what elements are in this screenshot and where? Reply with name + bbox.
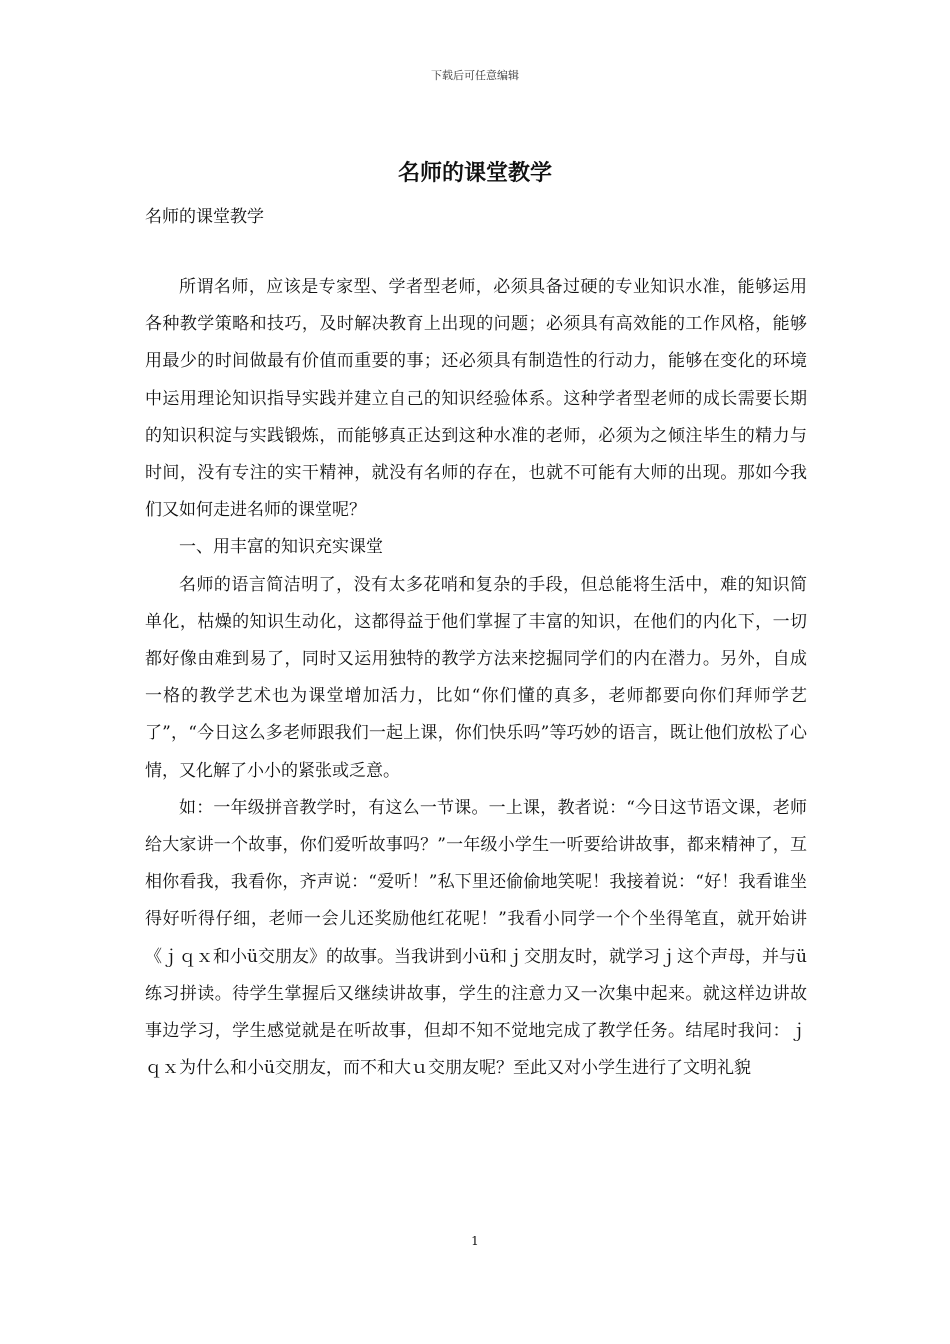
paragraph-example: 如：一年级拼音教学时，有这么一节课。一上课，教者说：“今日这节语文课，老师给大家讲一个故事，你们爱听故事吗？”一年级小学生一听要给讲故事，都来精神了，互相你看我，我看你，齐声说：“爱听！”私下里还偷偷地笑呢！我接着说：“好！我看谁坐得好听得仔细，老师一会儿还奖励他红花呢！”我看小同学一个个坐得笔直，就开始讲《ｊｑｘ和小ü交朋友》的故事。当我讲到小ü和ｊ交朋友时，就学习ｊ这个声母，并与ü练习拼读。待学生掌握后又继续讲故事，学生的注意力又一次集中起来。就这样边讲故事边学习，学生感觉就是在听故事，但却不知不觉地完成了教学任务。结尾时我问：ｊｑｘ为什么和小ü交朋友，而不和大ｕ交朋友呢？至此又对小学生进行了文明礼貌	[145, 797, 807, 1079]
document-subtitle: 名师的课堂教学	[145, 207, 264, 227]
document-body	[145, 269, 807, 1087]
section-heading-1: 一、用丰富的知识充实课堂	[179, 537, 383, 558]
page-number: 1	[471, 1234, 479, 1248]
document-title: 名师的课堂教学	[397, 161, 552, 186]
paragraph-section-1: 名师的语言简洁明了，没有太多花哨和复杂的手段，但总能将生活中，难的知识简单化，枯燥的知识生动化，这都得益于他们掌握了丰富的知识，在他们的内化下，一切都好像由难到易了，同时又运用独特的教学方法来挖掘同学们的内在潜力。另外，自成一格的教学艺术也为课堂增加活力，比如“你们懂的真多，老师都要向你们拜师学艺了”，“今日这么多老师跟我们一起上课，你们快乐吗”等巧妙的语言，既让他们放松了心情，又化解了小小的紧张或乏意。	[145, 574, 807, 781]
paragraph-intro: 所谓名师，应该是专家型、学者型老师，必须具备过硬的专业知识水准，能够运用各种教学策略和技巧，及时解决教育上出现的问题；必须具有高效能的工作风格，能够用最少的时间做最有价值而重要的事；还必须具有制造性的行动力，能够在变化的环境中运用理论知识指导实践并建立自己的知识经验体系。这种学者型老师的成长需要长期的知识积淀与实践锻炼，而能够真正达到这种水准的老师，必须为之倾注毕生的精力与时间，没有专注的实干精神，就没有名师的存在，也就不可能有大师的出现。那如今我们又如何走进名师的课堂呢？	[145, 277, 807, 521]
page-header: 下载后可任意编辑	[431, 69, 519, 82]
